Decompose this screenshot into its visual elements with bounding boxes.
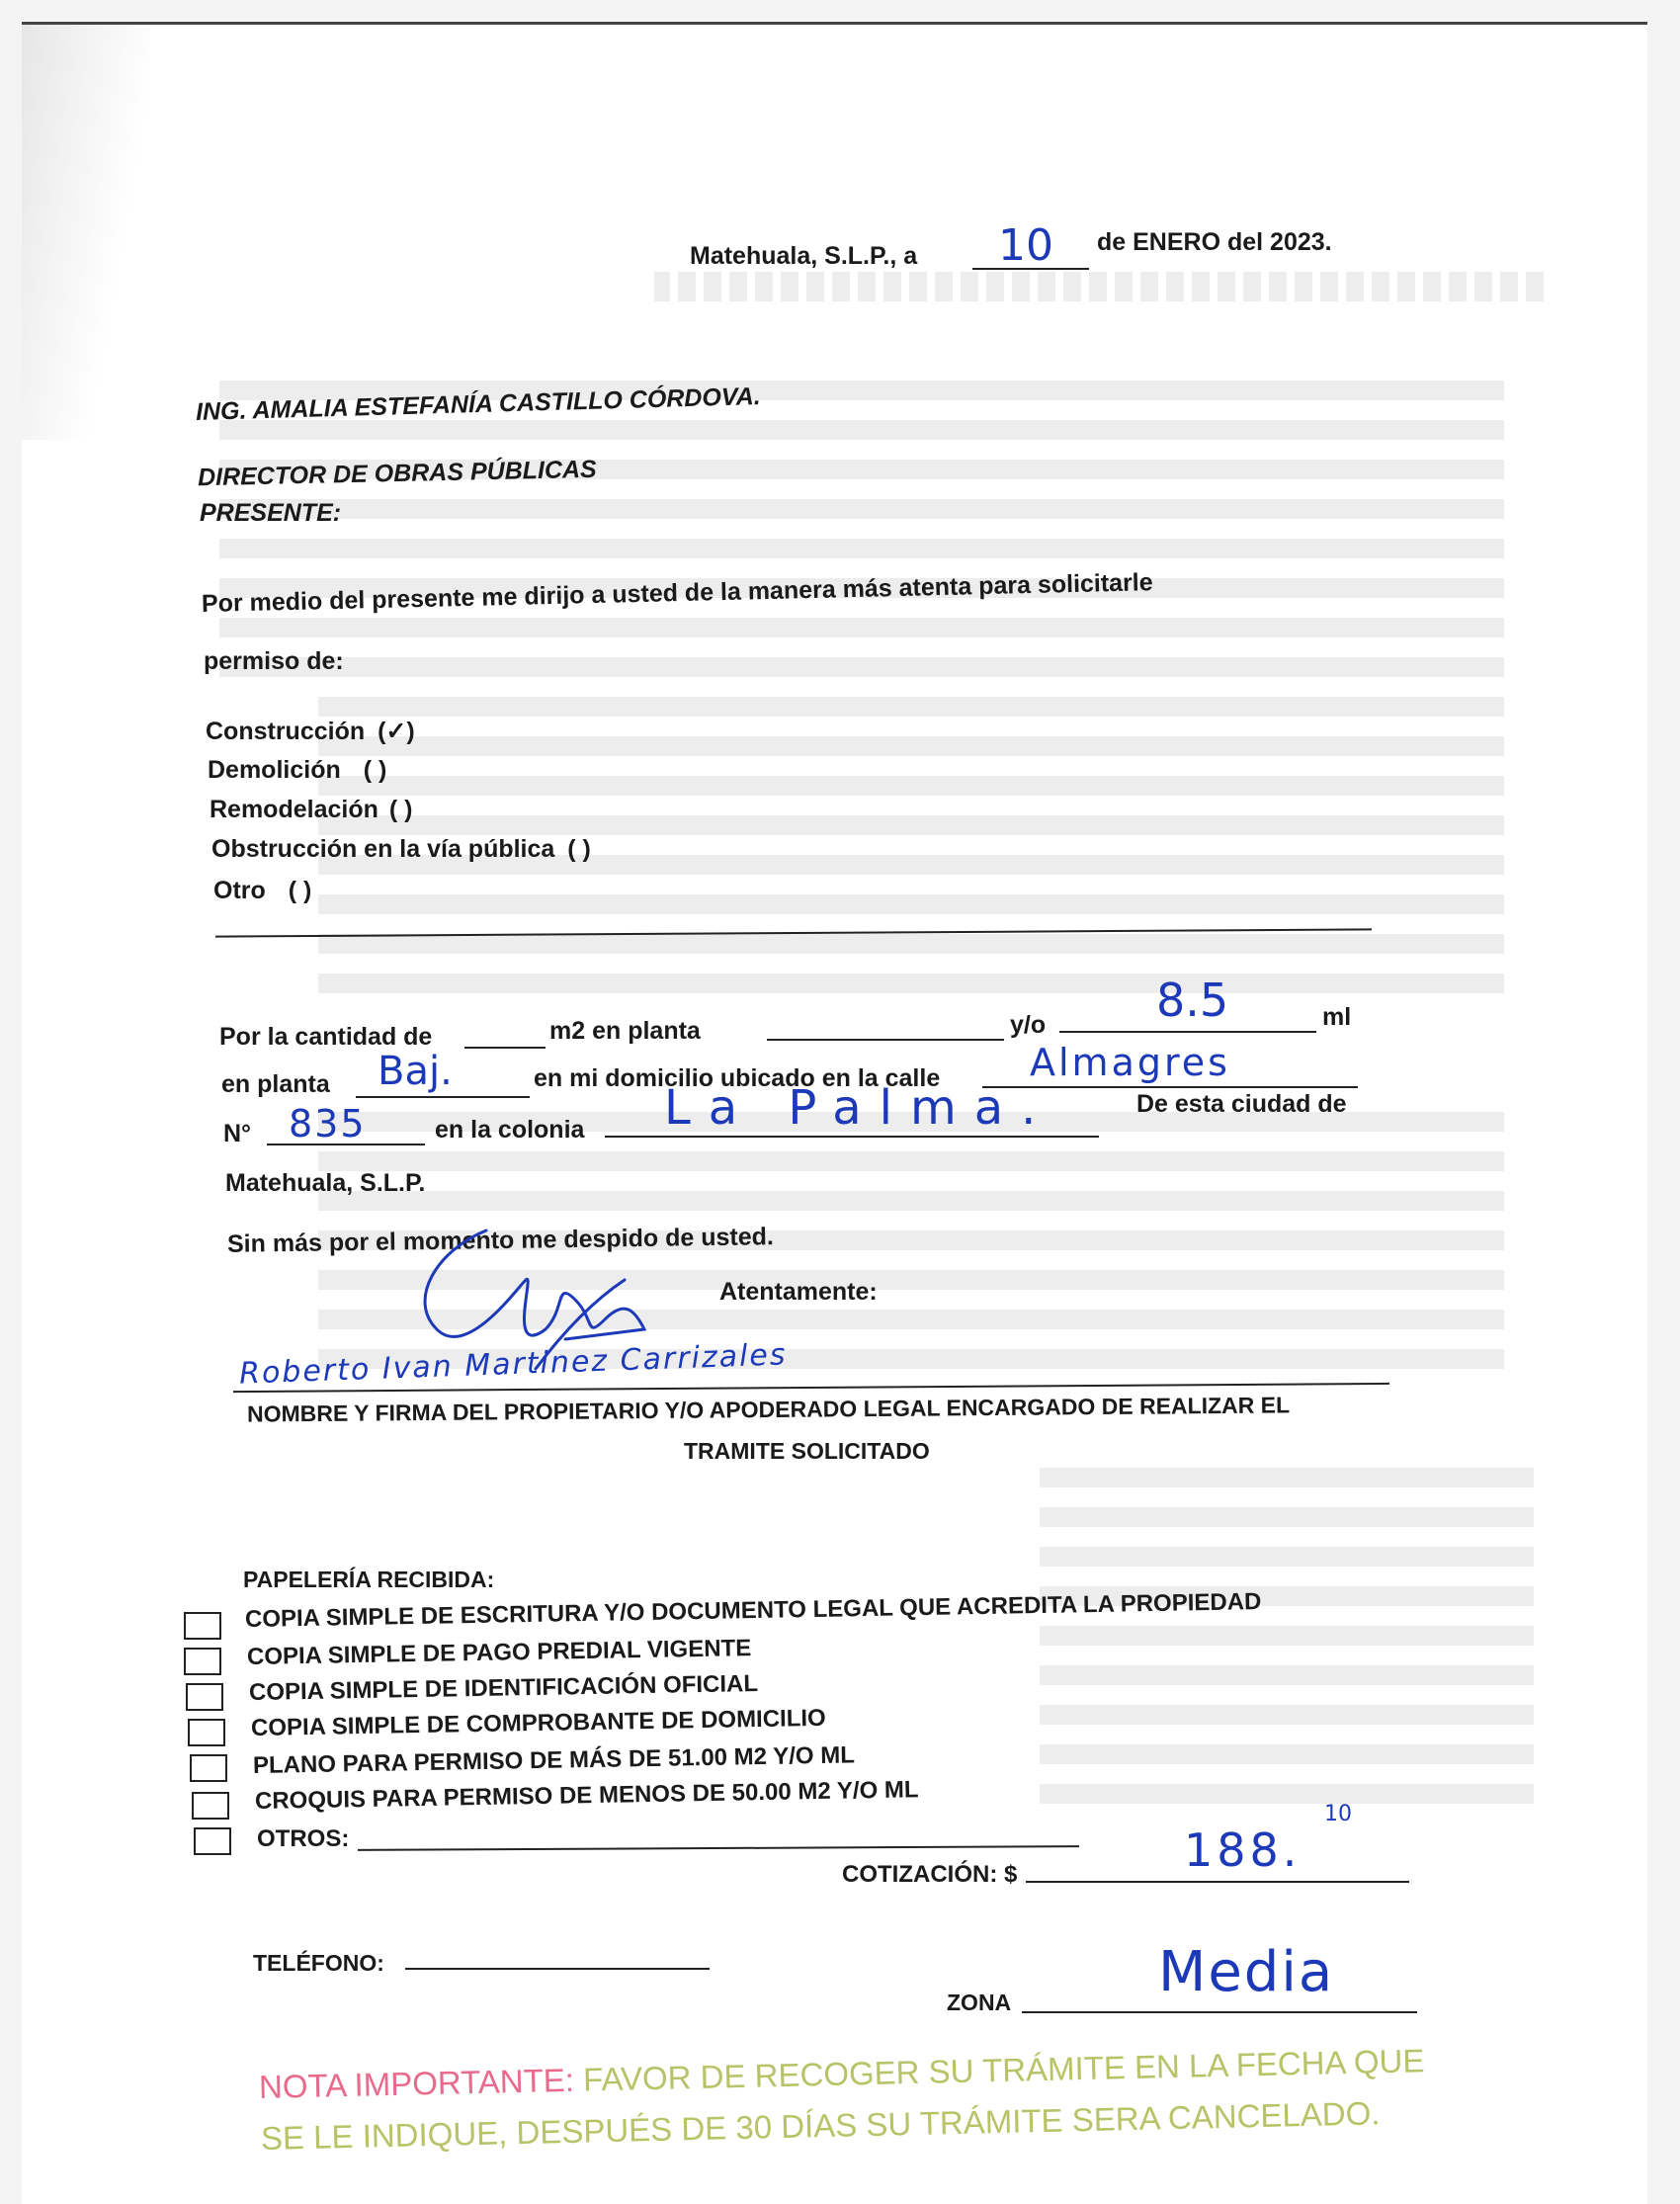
paper-fold-shadow xyxy=(22,25,150,440)
colonia-label: en la colonia xyxy=(435,1116,585,1144)
permit-option-label: Obstrucción en la vía pública xyxy=(211,835,555,863)
addressee-name: ING. AMALIA ESTEFANÍA CASTILLO CÓRDOVA. xyxy=(195,382,762,426)
permit-option-mark: ( ) xyxy=(388,796,413,823)
permit-option-label: Demolición xyxy=(208,756,341,784)
paperwork-item-label: PLANO PARA PERMISO DE MÁS DE 51.00 M2 Y/O ML xyxy=(252,1741,856,1779)
intro-line-1: Por medio del presente me dirijo a usted de la manera más atenta para solicitarle xyxy=(201,568,1153,618)
zona-value: Media xyxy=(1158,1940,1335,2004)
nota-line-2: SE LE INDIQUE, DESPUÉS DE 30 DÍAS SU TRÁMITE SERA CANCELADO. xyxy=(260,2094,1381,2157)
paperwork-item-label: COPIA SIMPLE DE COMPROBANTE DE DOMICILIO xyxy=(250,1704,826,1741)
paperwork-item-label: OTROS: xyxy=(257,1825,350,1852)
day-value: 10 xyxy=(998,220,1053,271)
atentamente: Atentamente: xyxy=(719,1278,878,1306)
nota-text-1: FAVOR DE RECOGER SU TRÁMITE EN LA FECHA QUE xyxy=(582,2042,1425,2098)
numero-value: 835 xyxy=(289,1102,367,1145)
cantidad-line xyxy=(464,1047,546,1049)
calle-value: Almagres xyxy=(1030,1041,1230,1084)
planta-value: Baj. xyxy=(378,1049,453,1094)
permit-option xyxy=(208,756,386,785)
nota-label: NOTA IMPORTANTE: xyxy=(258,2061,575,2105)
planta-line xyxy=(356,1096,530,1098)
paperwork-title: PAPELERÍA RECIBIDA: xyxy=(243,1567,495,1592)
cotizacion-label: COTIZACIÓN: $ xyxy=(842,1861,1018,1888)
permit-option-label: Construcción xyxy=(206,718,366,745)
permit-option xyxy=(213,877,311,905)
month-year: de ENERO del 2023. xyxy=(1097,228,1332,256)
cotizacion-line xyxy=(1026,1881,1409,1883)
ml-line xyxy=(1059,1031,1316,1033)
en-planta-label: en planta xyxy=(221,1070,330,1098)
m2-label: m2 en planta xyxy=(549,1017,701,1045)
domicilio-label: en mi domicilio ubicado en la calle xyxy=(534,1064,941,1092)
permit-option xyxy=(210,796,412,824)
zona-label: ZONA xyxy=(947,1990,1012,2015)
addressee-title: DIRECTOR DE OBRAS PÚBLICAS xyxy=(197,455,597,492)
paperwork-checkbox[interactable] xyxy=(192,1792,229,1820)
paperwork-item-label: COPIA SIMPLE DE PAGO PREDIAL VIGENTE xyxy=(246,1635,752,1670)
permit-option-mark: ( ) xyxy=(363,756,387,784)
permit-option-label: Otro xyxy=(213,877,266,904)
telefono-label: TELÉFONO: xyxy=(253,1950,384,1976)
permit-option-mark: ( ) xyxy=(288,877,312,904)
signature-caption-1: NOMBRE Y FIRMA DEL PROPIETARIO Y/O APODERADO LEGAL ENCARGADO DE REALIZAR EL xyxy=(246,1392,1291,1427)
ml-value: 8.5 xyxy=(1156,974,1229,1027)
cotizacion-cents: 10 xyxy=(1324,1802,1352,1826)
cantidad-label: Por la cantidad de xyxy=(219,1023,433,1051)
signature-caption-2: TRAMITE SOLICITADO xyxy=(684,1438,930,1464)
cotizacion-value: 188. xyxy=(1184,1823,1302,1877)
permit-option-label: Remodelación xyxy=(210,796,378,823)
despedida: Sin más por el momento me despido de usted. xyxy=(226,1223,775,1258)
colonia-value: La Palma. xyxy=(664,1080,1054,1136)
paperwork-checkbox[interactable] xyxy=(184,1648,221,1675)
zona-line xyxy=(1022,2011,1417,2013)
bleed-through xyxy=(654,272,1544,301)
paperwork-item-label: CROQUIS PARA PERMISO DE MENOS DE 50.00 M2 Y/O ML xyxy=(254,1776,919,1815)
m2-line xyxy=(767,1039,1004,1041)
ciudad-label: De esta ciudad de xyxy=(1136,1090,1347,1118)
form-page xyxy=(22,22,1647,2204)
intro-line-2: permiso de: xyxy=(204,647,344,675)
paperwork-checkbox[interactable] xyxy=(184,1612,221,1640)
telefono-line[interactable] xyxy=(405,1968,710,1970)
paperwork-item-label: COPIA SIMPLE DE ESCRITURA Y/O DOCUMENTO LEGAL QUE ACREDITA LA PROPIEDAD xyxy=(244,1588,1262,1633)
paperwork-checkbox[interactable] xyxy=(190,1754,227,1782)
numero-label: N° xyxy=(223,1120,252,1147)
paperwork-checkbox[interactable] xyxy=(188,1719,225,1746)
permit-option xyxy=(211,835,591,864)
otros-line xyxy=(358,1845,1079,1851)
permit-option xyxy=(206,717,415,746)
ml-label: ml xyxy=(1322,1003,1352,1031)
permit-option-mark: (✓) xyxy=(378,718,415,745)
permit-option-mark: ( ) xyxy=(567,835,591,863)
addressee-presente: PRESENTE: xyxy=(200,499,342,527)
bleed-through xyxy=(1040,1468,1534,1823)
ciudad-line-2: Matehuala, S.L.P. xyxy=(225,1169,426,1197)
paperwork-item-label: COPIA SIMPLE DE IDENTIFICACIÓN OFICIAL xyxy=(248,1670,759,1706)
bleed-through xyxy=(219,381,1504,677)
colonia-line xyxy=(605,1136,1099,1138)
place-date-prefix: Matehuala, S.L.P., a xyxy=(690,242,918,270)
paperwork-checkbox[interactable] xyxy=(186,1683,223,1711)
yo-label: y/o xyxy=(1010,1011,1047,1039)
signer-name: Roberto Ivan Martinez Carrizales xyxy=(238,1337,789,1392)
paperwork-checkbox[interactable] xyxy=(194,1827,231,1855)
